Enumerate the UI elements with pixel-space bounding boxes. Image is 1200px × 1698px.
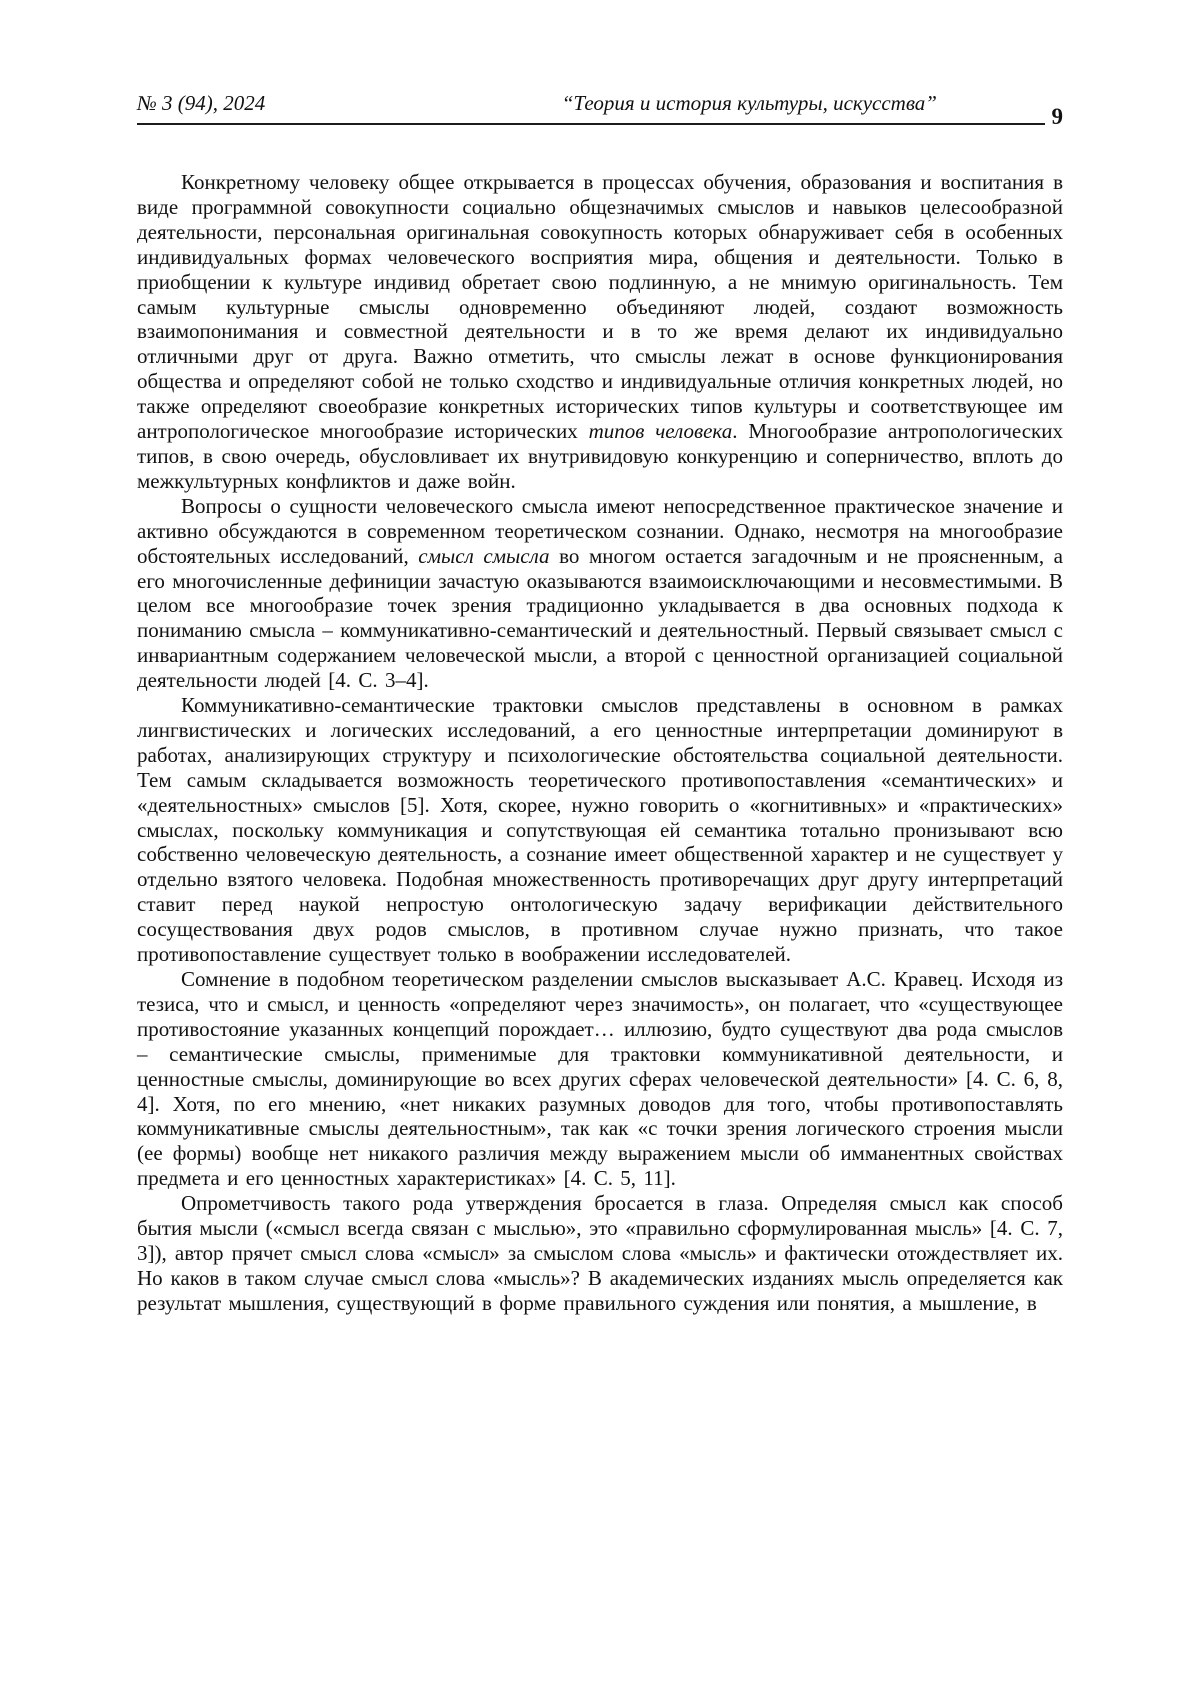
issue-label: № 3 (94), 2024 [137,91,266,115]
header-rule [137,123,1045,125]
page-header [137,90,1063,129]
italic-text-segment: смысл смысла [418,543,550,568]
page-number: 9 [1051,104,1063,129]
paragraph [137,1191,1063,1316]
text-segment: Коммуникативно-семантические трактовки смыслов представлены в основном в рамках лингвистических и логических исследований, а его ценностные интерпретации доминируют в работах, анализирующих структуру и психологические обстоятельства социальной деятельности. Тем самым складывается возможность теоретического противопоставления «семантических» и «деятельностных» смыслов [5]. Хотя, скорее, нужно говорить о «когнитивных» и «практических» смыслах, поскольку коммуникация и сопутствующая ей семантика тотально пронизывают всю собственно человеческую деятельность, а сознание имеет общественной характер и не существует у отдельно взятого человека. Подобная множественность противоречащих друг другу интерпретаций ставит перед наукой непростую онтологическую задачу верификации действительного сосуществования двух родов смыслов, в противном случае нужно признать, что такое противопоставление существует только в воображении исследователей. [137,693,1063,967]
text-segment: Вопросы о сущности человеческого смысла имеют непосредственное практическое значение и активно обсуждаются в современном теоретическом сознании. Однако, несмотря на многообразие обстоятельных исследований, [137,493,1063,568]
journal-title: “Теория и история культуры, искусства” [561,91,937,115]
paragraph [137,170,1063,494]
text-segment: Сомнение в подобном теоретическом разделении смыслов высказывает А.С. Кравец. Исходя из тезиса, что и смысл, и ценность «определяют через значимость», он полагает, что «существующее противостояние указанных концепций порождает… иллюзию, будто существуют два рода смыслов – семантические смыслы, применимые для трактовки коммуникативной деятельности, и ценностные смыслы, доминирующие во всех других сферах человеческой деятельности» [4. С. 6, 8, 4]. Хотя, по его мнению, «нет никаких разумных доводов для того, чтобы противопоставлять коммуникативные смыслы деятельностным», так как «с точки зрения логического строения мысли (ее формы) вообще нет никакого различия между выражением мысли об имманентных свойствах предмета и его ценностных характеристиках» [4. С. 5, 11]. [137,967,1063,1191]
text-segment: Конкретному человеку общее открывается в процессах обучения, образования и воспитания в виде программной совокупности социально общезначимых смыслов и навыков целесообразной деятельности, персональная оригинальная совокупность которых обнаруживает себя в особенных индивидуальных формах человеческого восприятия мира, общения и деятельности. Только в приобщении к культуре индивид обретает свою подлинную, а не мнимую оригинальность. Тем самым культурные смыслы одновременно объединяют людей, создают возможность взаимопонимания и совместной деятельности и в то же время делают их индивидуально отличными друг от друга. Важно отметить, что смыслы лежат в основе функционирования общества и определяют собой не только сходство и индивидуальные отличия конкретных людей, но также определяют своеобразие конкретных исторических типов культуры и соответствующее им антропологическое многообразие исторических [137,170,1063,444]
italic-text-segment: типов человека [588,419,733,444]
paragraph [137,494,1063,693]
paragraph [137,967,1063,1191]
paragraph [137,693,1063,967]
text-segment: во многом остается загадочным и не проясненным, а его многочисленные дефиниции зачастую оказываются взаимоисключающими и несовместимыми. В целом все многообразие точек зрения традиционно укладывается в два основных подхода к пониманию смысла – коммуникативно-семантический и деятельностный. Первый связывает смысл с инвариантным содержанием человеческой мысли, а второй с ценностной организацией социальной деятельности людей [4. С. 3–4]. [137,543,1064,693]
header-row [137,90,1063,116]
text-segment: . Многообразие антропологических типов, в свою очередь, обусловливает их внутривидовую конкуренцию и соперничество, вплоть до межкультурных конфликтов и даже войн. [137,419,1063,493]
text-segment: Опрометчивость такого рода утверждения бросается в глаза. Определяя смысл как способ бытия мысли («смысл всегда связан с мыслью», это «правильно сформулированная мысль» [4. С. 7, 3]), автор прячет смысл слова «смысл» за смыслом слова «мысль» и фактически отождествляет их. Но каков в таком случае смысл слова «мысль»? В академических изданиях мысль определяется как результат мышления, существующий в форме правильного суждения или понятия, а мышление, в [137,1191,1063,1315]
article-body [137,170,1063,1316]
